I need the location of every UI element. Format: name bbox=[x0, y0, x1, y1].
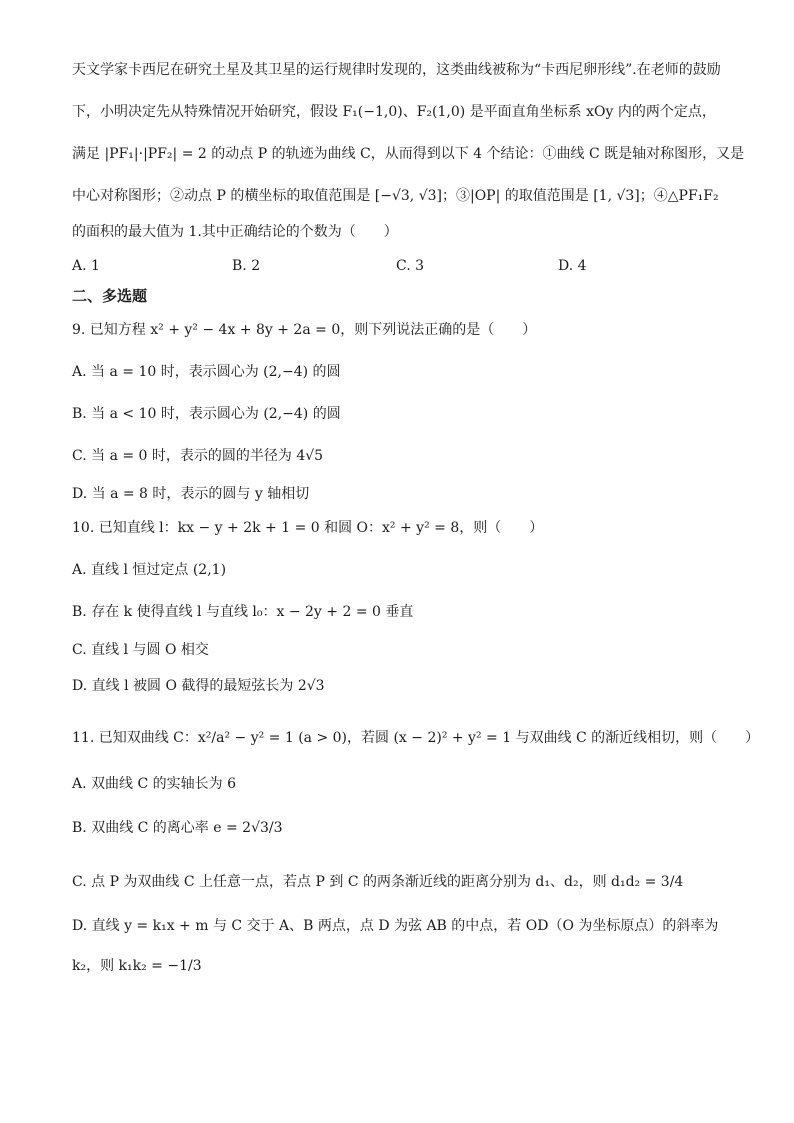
q9-stem: 9. 已知方程 x² + y² − 4x + 8y + 2a = 0，则下列说法正确的是（ ） bbox=[72, 322, 537, 338]
q11-option-d-continued: k₂，则 k₁k₂ = −1/3 bbox=[72, 958, 202, 974]
q8-option-d: D. 4 bbox=[558, 258, 587, 274]
q9-option-d: D. 当 a = 8 时，表示的圆与 y 轴相切 bbox=[72, 486, 310, 502]
q11-stem: 11. 已知双曲线 C：x²/a² − y² = 1 (a > 0)，若圆 (x − 2)² + y² = 1 与双曲线 C 的渐近线相切，则（ ） bbox=[72, 730, 760, 746]
q9-option-b: B. 当 a < 10 时，表示圆心为 (2,−4) 的圆 bbox=[72, 406, 341, 422]
q8-line-5: 的面积的最大值为 1.其中正确结论的个数为（ ） bbox=[72, 224, 398, 240]
q11-option-a: A. 双曲线 C 的实轴长为 6 bbox=[72, 776, 236, 792]
q10-option-d: D. 直线 l 被圆 O 截得的最短弦长为 2√3 bbox=[72, 678, 325, 694]
section-title: 二、多选题 bbox=[72, 287, 148, 305]
q8-line-3: 满足 |PF₁|·|PF₂| = 2 的动点 P 的轨迹为曲线 C，从而得到以下 4 个结论：①曲线 C 既是轴对称图形，又是 bbox=[72, 146, 745, 162]
q11-option-b: B. 双曲线 C 的离心率 e = 2√3/3 bbox=[72, 820, 283, 836]
q9-option-c: C. 当 a = 0 时，表示的圆的半径为 4√5 bbox=[72, 448, 324, 464]
q10-option-c: C. 直线 l 与圆 O 相交 bbox=[72, 642, 209, 658]
q8-option-a: A. 1 bbox=[72, 258, 100, 274]
q11-option-c: C. 点 P 为双曲线 C 上任意一点，若点 P 到 C 的两条渐近线的距离分别为 d₁、d₂，则 d₁d₂ = 3/4 bbox=[72, 874, 684, 890]
q8-option-b: B. 2 bbox=[232, 258, 261, 274]
q10-option-b: B. 存在 k 使得直线 l 与直线 l₀：x − 2y + 2 = 0 垂直 bbox=[72, 604, 414, 620]
q9-option-a: A. 当 a = 10 时，表示圆心为 (2,−4) 的圆 bbox=[72, 364, 341, 380]
q8-option-c: C. 3 bbox=[396, 258, 425, 274]
q8-line-2: 下，小明决定先从特殊情况开始研究，假设 F₁(−1,0)、F₂(1,0) 是平面直角坐标系 xOy 内的两个定点， bbox=[72, 104, 716, 120]
q8-line-4: 中心对称图形；②动点 P 的横坐标的取值范围是 [−√3, √3]；③|OP| 的取值范围是 [1, √3]；④△PF₁F₂ bbox=[72, 188, 719, 204]
q10-stem: 10. 已知直线 l：kx − y + 2k + 1 = 0 和圆 O：x² + y² = 8，则（ ） bbox=[72, 520, 544, 536]
q8-line-1: 天文学家卡西尼在研究土星及其卫星的运行规律时发现的，这类曲线被称为“卡西尼卵形线”.在老师的鼓励 bbox=[72, 62, 721, 78]
q10-option-a: A. 直线 l 恒过定点 (2,1) bbox=[72, 562, 227, 578]
q11-option-d: D. 直线 y = k₁x + m 与 C 交于 A、B 两点，点 D 为弦 AB 的中点，若 OD（O 为坐标原点）的斜率为 bbox=[72, 918, 719, 934]
